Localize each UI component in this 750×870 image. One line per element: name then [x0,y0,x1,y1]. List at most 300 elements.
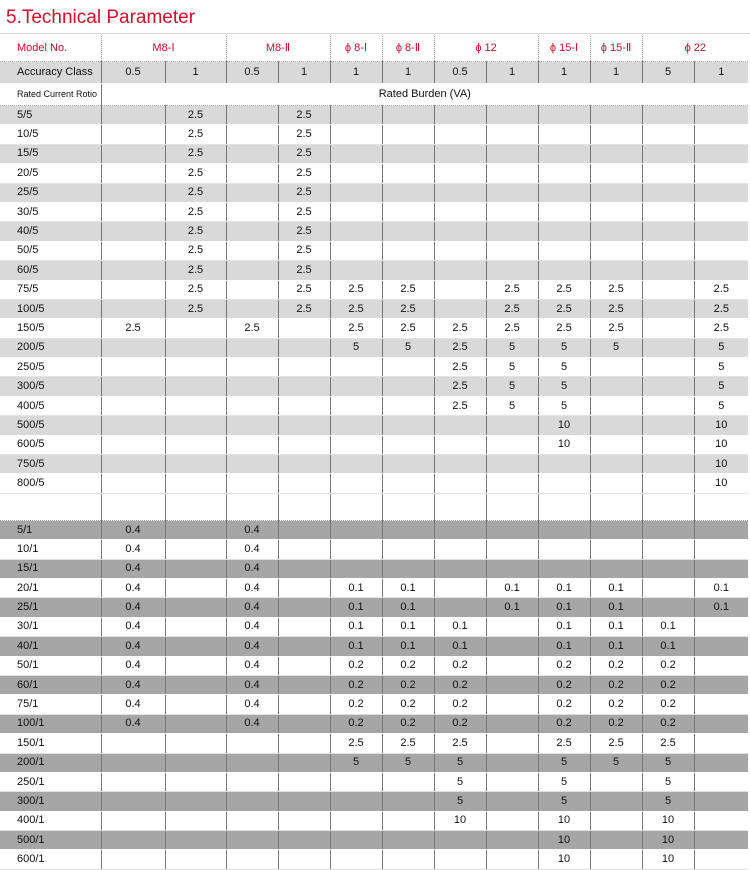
burden-cell [382,377,434,396]
burden-cell: 0.2 [538,675,590,694]
burden-cell: 0.2 [382,714,434,733]
burden-cell [590,850,642,869]
burden-cell [590,183,642,202]
burden-cell: 2.5 [278,144,330,163]
burden-cell [538,125,590,144]
gap-cell [434,493,486,520]
table-row [0,772,748,791]
burden-cell [538,241,590,260]
burden-cell [330,792,382,811]
gap-cell [278,493,330,520]
burden-cell: 2.5 [330,734,382,753]
burden-cell: 2.5 [226,319,278,338]
accuracy-value: 0.5 [101,62,165,84]
burden-cell: 0.4 [226,578,278,597]
burden-cell [486,435,538,454]
burden-cell [165,540,226,559]
burden-cell [382,455,434,474]
burden-cell: 5 [642,753,694,772]
burden-cell [101,358,165,377]
burden-cell: 2.5 [434,377,486,396]
gap-cell [538,493,590,520]
burden-cell: 2.5 [694,319,748,338]
burden-cell [590,222,642,241]
burden-cell [165,831,226,850]
table-row [0,164,748,183]
burden-cell: 2.5 [165,261,226,280]
burden-cell: 0.2 [642,656,694,675]
burden-cell [642,222,694,241]
burden-cell: 0.4 [101,617,165,636]
burden-cell [278,734,330,753]
burden-cell: 0.1 [694,598,748,617]
burden-cell [486,831,538,850]
burden-cell [486,106,538,125]
model-header-6: ϕ 15-Ⅱ [590,36,642,62]
burden-cell [486,520,538,539]
table-row [0,734,748,753]
accuracy-value: 1 [278,62,330,84]
burden-cell: 0.4 [101,637,165,656]
table-row [0,811,748,830]
burden-cell [642,241,694,260]
burden-cell: 0.4 [226,695,278,714]
burden-cell [165,772,226,791]
table-row [0,106,748,125]
burden-cell: 0.2 [434,675,486,694]
ratio-cell: 5/5 [0,106,101,125]
burden-cell [642,377,694,396]
burden-cell [642,125,694,144]
burden-cell: 5 [538,338,590,357]
burden-cell: 2.5 [538,299,590,318]
burden-cell [642,598,694,617]
ratio-cell: 400/5 [0,396,101,415]
burden-cell [486,183,538,202]
burden-cell [101,125,165,144]
burden-cell [642,474,694,493]
burden-cell: 10 [538,435,590,454]
accuracy-value: 1 [694,62,748,84]
burden-cell [486,637,538,656]
burden-cell [642,183,694,202]
burden-cell: 5 [486,338,538,357]
ratio-cell: 75/1 [0,695,101,714]
burden-cell [330,202,382,221]
burden-cell [165,358,226,377]
burden-cell: 2.5 [165,202,226,221]
burden-cell: 0.2 [434,695,486,714]
burden-cell [590,261,642,280]
burden-cell: 2.5 [278,280,330,299]
burden-cell [101,734,165,753]
burden-cell [330,850,382,869]
burden-cell: 0.2 [330,714,382,733]
title-divider [0,33,750,34]
burden-cell: 0.4 [101,540,165,559]
burden-cell [642,520,694,539]
burden-cell [538,455,590,474]
burden-cell: 0.1 [538,598,590,617]
burden-cell: 10 [434,811,486,830]
burden-cell: 2.5 [101,319,165,338]
burden-cell [165,455,226,474]
model-header-row [0,36,748,62]
table-row [0,125,748,144]
burden-cell: 5 [538,792,590,811]
accuracy-value: 1 [330,62,382,84]
burden-cell [382,183,434,202]
burden-cell [642,540,694,559]
burden-cell: 2.5 [165,280,226,299]
model-header-4: ϕ 12 [434,36,538,62]
burden-cell: 0.2 [330,656,382,675]
burden-cell: 2.5 [165,164,226,183]
gap-cell [330,493,382,520]
burden-cell [642,358,694,377]
burden-cell: 2.5 [538,734,590,753]
burden-cell: 2.5 [330,280,382,299]
burden-cell [590,377,642,396]
table-row [0,792,748,811]
model-header-0: M8-Ⅰ [101,36,226,62]
burden-cell: 2.5 [434,396,486,415]
burden-cell: 2.5 [486,280,538,299]
burden-cell: 0.4 [226,637,278,656]
table-row [0,222,748,241]
burden-cell [434,831,486,850]
burden-cell: 0.4 [226,656,278,675]
burden-cell [226,734,278,753]
burden-cell: 0.2 [330,675,382,694]
burden-cell [382,241,434,260]
burden-cell: 0.1 [590,637,642,656]
burden-cell [278,578,330,597]
burden-cell: 0.2 [538,695,590,714]
ratio-cell: 40/1 [0,637,101,656]
burden-cell [330,520,382,539]
burden-cell [694,106,748,125]
burden-cell [226,831,278,850]
burden-cell [330,772,382,791]
burden-cell [486,617,538,636]
burden-cell: 2.5 [694,280,748,299]
table-row [0,559,748,578]
ratio-cell: 30/1 [0,617,101,636]
burden-cell [694,202,748,221]
burden-cell: 0.1 [694,578,748,597]
burden-cell: 5 [434,753,486,772]
burden-cell: 5 [642,772,694,791]
burden-cell [694,792,748,811]
burden-cell [486,455,538,474]
burden-cell: 10 [694,435,748,454]
table-row [0,202,748,221]
burden-cell [486,474,538,493]
burden-cell: 2.5 [165,183,226,202]
table-row [0,831,748,850]
burden-cell: 2.5 [278,183,330,202]
ratio-cell: 250/5 [0,358,101,377]
burden-cell [101,831,165,850]
burden-cell [382,540,434,559]
burden-cell: 2.5 [434,734,486,753]
burden-cell: 2.5 [694,299,748,318]
burden-cell [165,617,226,636]
burden-cell [434,540,486,559]
burden-cell [101,164,165,183]
burden-cell [694,714,748,733]
burden-cell [330,455,382,474]
burden-cell [330,144,382,163]
table-row [0,416,748,435]
model-label: Model No. [0,36,101,62]
burden-cell [226,474,278,493]
burden-cell [694,734,748,753]
burden-cell: 5 [382,753,434,772]
burden-cell: 2.5 [434,338,486,357]
burden-cell [226,416,278,435]
burden-cell [101,416,165,435]
ratio-cell: 100/5 [0,299,101,318]
accuracy-value: 0.5 [434,62,486,84]
burden-cell: 5 [590,338,642,357]
burden-cell [434,125,486,144]
rated-ratio-header-row [0,84,748,106]
burden-cell: 0.2 [590,675,642,694]
ratio-cell: 600/5 [0,435,101,454]
burden-cell [434,261,486,280]
burden-cell [382,106,434,125]
table-row [0,435,748,454]
burden-cell: 0.1 [590,598,642,617]
burden-cell: 2.5 [278,125,330,144]
burden-cell: 5 [538,772,590,791]
burden-cell [590,772,642,791]
burden-cell: 0.1 [330,637,382,656]
burden-cell [165,695,226,714]
burden-cell: 5 [538,396,590,415]
burden-cell: 10 [538,850,590,869]
burden-cell [434,222,486,241]
accuracy-value: 5 [642,62,694,84]
model-header-5: ϕ 15-Ⅰ [538,36,590,62]
burden-cell [590,202,642,221]
burden-cell [226,338,278,357]
burden-cell: 10 [538,811,590,830]
burden-cell [330,559,382,578]
burden-cell [165,792,226,811]
burden-cell [278,319,330,338]
burden-cell [101,338,165,357]
ratio-cell: 50/5 [0,241,101,260]
burden-cell: 2.5 [330,319,382,338]
burden-cell [226,164,278,183]
burden-cell [382,125,434,144]
ratio-cell: 25/1 [0,598,101,617]
burden-cell [278,753,330,772]
burden-cell [101,202,165,221]
burden-cell [165,734,226,753]
burden-cell [590,559,642,578]
ratio-cell: 15/1 [0,559,101,578]
ratio-cell: 75/5 [0,280,101,299]
ratio-cell: 800/5 [0,474,101,493]
burden-cell: 0.4 [226,520,278,539]
burden-cell: 0.2 [642,675,694,694]
gap-cell [101,493,165,520]
ratio-cell: 500/1 [0,831,101,850]
burden-cell [590,474,642,493]
burden-cell [330,396,382,415]
burden-cell: 0.2 [590,714,642,733]
burden-cell [101,144,165,163]
table-row [0,261,748,280]
burden-cell [165,435,226,454]
burden-cell: 2.5 [486,319,538,338]
burden-cell [278,377,330,396]
burden-cell [101,455,165,474]
burden-cell [382,831,434,850]
burden-cell: 5 [382,338,434,357]
burden-cell: 5 [642,792,694,811]
burden-cell [330,164,382,183]
burden-cell [278,416,330,435]
burden-cell: 0.1 [538,637,590,656]
burden-cell: 2.5 [382,319,434,338]
ratio-cell: 100/1 [0,714,101,733]
burden-cell [382,202,434,221]
burden-cell [486,792,538,811]
burden-cell [226,772,278,791]
burden-cell [101,106,165,125]
burden-cell: 0.2 [538,714,590,733]
burden-cell: 5 [434,772,486,791]
burden-cell: 0.4 [101,695,165,714]
burden-cell [486,144,538,163]
burden-cell [165,559,226,578]
burden-cell [278,850,330,869]
accuracy-value: 1 [486,62,538,84]
table-row [0,280,748,299]
burden-cell [642,396,694,415]
burden-cell [694,520,748,539]
burden-cell [226,753,278,772]
burden-cell: 10 [694,416,748,435]
gap-cell [0,493,101,520]
burden-cell [538,183,590,202]
burden-cell: 10 [642,850,694,869]
burden-cell: 5 [330,753,382,772]
ratio-cell: 10/1 [0,540,101,559]
burden-cell: 5 [694,338,748,357]
burden-cell: 0.4 [226,598,278,617]
burden-cell: 0.1 [382,578,434,597]
burden-cell: 0.1 [590,617,642,636]
burden-cell [434,474,486,493]
burden-cell: 0.1 [382,637,434,656]
accuracy-class-row [0,62,748,84]
burden-cell [330,241,382,260]
burden-cell [538,474,590,493]
gap-cell [486,493,538,520]
burden-cell [165,474,226,493]
burden-cell: 0.2 [434,714,486,733]
burden-cell: 5 [694,377,748,396]
burden-cell [590,520,642,539]
burden-cell [434,280,486,299]
burden-cell [165,578,226,597]
burden-cell [382,261,434,280]
burden-cell [101,435,165,454]
table-row [0,656,748,675]
burden-cell [486,850,538,869]
burden-cell [278,617,330,636]
table-row [0,675,748,694]
burden-cell [101,811,165,830]
burden-cell [165,598,226,617]
ratio-cell: 400/1 [0,811,101,830]
burden-cell [694,850,748,869]
burden-cell [382,144,434,163]
gap-cell [226,493,278,520]
burden-cell [486,540,538,559]
ratio-cell: 50/1 [0,656,101,675]
gap-cell [694,493,748,520]
burden-cell: 2.5 [590,280,642,299]
burden-cell [382,850,434,869]
burden-cell [330,474,382,493]
burden-cell [590,540,642,559]
burden-cell [330,106,382,125]
burden-cell [101,792,165,811]
burden-cell [101,299,165,318]
burden-cell: 2.5 [538,280,590,299]
burden-cell [165,520,226,539]
section-gap-row [0,493,748,520]
burden-cell: 2.5 [278,106,330,125]
burden-cell: 2.5 [165,144,226,163]
burden-cell [486,241,538,260]
burden-cell [382,811,434,830]
burden-cell [642,261,694,280]
burden-cell [226,299,278,318]
burden-cell [382,164,434,183]
burden-cell [226,455,278,474]
burden-cell [642,435,694,454]
table-row [0,396,748,415]
burden-cell [486,811,538,830]
burden-cell [434,416,486,435]
burden-cell [330,540,382,559]
burden-cell: 2.5 [165,106,226,125]
burden-cell [694,125,748,144]
burden-cell [694,164,748,183]
burden-cell [694,772,748,791]
burden-cell [278,559,330,578]
burden-cell [226,811,278,830]
burden-cell [226,202,278,221]
burden-cell [165,811,226,830]
table-row [0,358,748,377]
burden-cell [434,520,486,539]
burden-cell: 0.1 [538,578,590,597]
burden-cell: 5 [434,792,486,811]
burden-cell [694,261,748,280]
burden-cell [590,435,642,454]
burden-cell [590,125,642,144]
burden-cell: 5 [538,377,590,396]
